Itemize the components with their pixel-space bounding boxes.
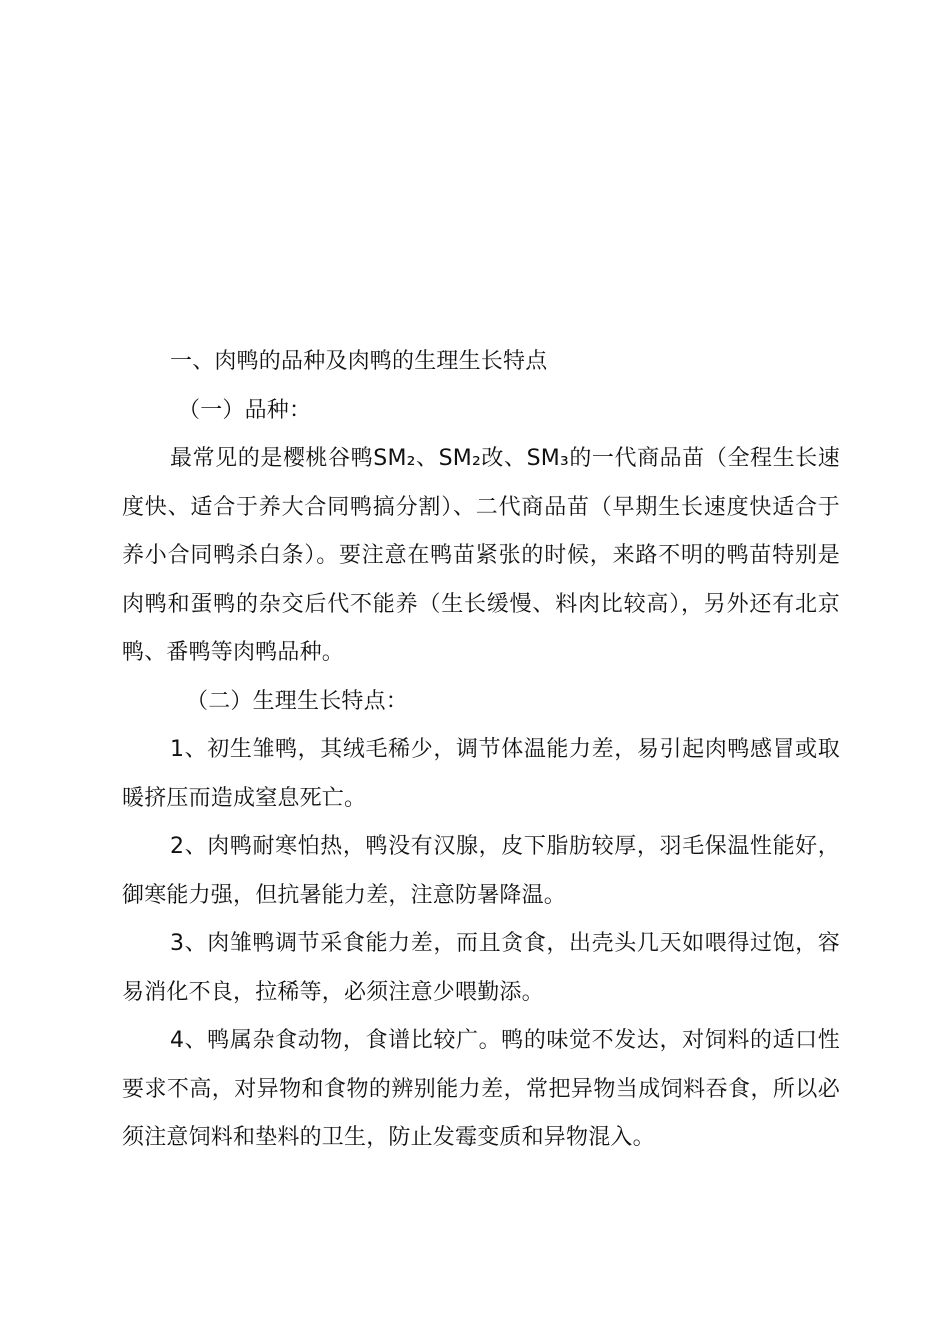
subsection-heading-varieties: （一）品种： xyxy=(178,397,312,423)
varieties-paragraph: 最常见的是樱桃谷鸭SM₂、SM₂改、SM₃的一代商品苗（全程生长速度快、适合于养大合同鸭搞分割）、二代商品苗（早期生长速度快适合于养小合同鸭杀白条）。要注意在鸭苗紧张的时候，来路不明的鸭苗特别是肉鸭和蛋鸭的杂交后代不能养（生长缓慢、料肉比较高），另外还有北京鸭、番鸭等肉鸭品种。 xyxy=(122,446,840,665)
section-heading: 一、肉鸭的品种及肉鸭的生理生长特点 xyxy=(170,349,548,374)
characteristic-point-4: 4、鸭属杂食动物，食谱比较广。鸭的味觉不发达，对饲料的适口性要求不高，对异物和食物的辨别能力差，常把异物当成饲料吞食，所以必须注意饲料和垫料的卫生，防止发霉变质和异物混入。 xyxy=(122,1028,840,1150)
characteristic-point-1: 1、初生雏鸭，其绒毛稀少，调节体温能力差，易引起肉鸭感冒或取暖挤压而造成窒息死亡。 xyxy=(122,737,840,811)
characteristic-point-3: 3、肉雏鸭调节采食能力差，而且贪食，出壳头几天如喂得过饱，容易消化不良，拉稀等，必须注意少喂勤添。 xyxy=(122,931,840,1005)
subsection-heading-characteristics: （二）生理生长特点： xyxy=(186,688,409,714)
document-body xyxy=(122,338,840,1163)
characteristic-point-2: 2、肉鸭耐寒怕热，鸭没有汉腺，皮下脂肪较厚，羽毛保温性能好，御寒能力强，但抗暑能力差，注意防暑降温。 xyxy=(122,834,840,908)
